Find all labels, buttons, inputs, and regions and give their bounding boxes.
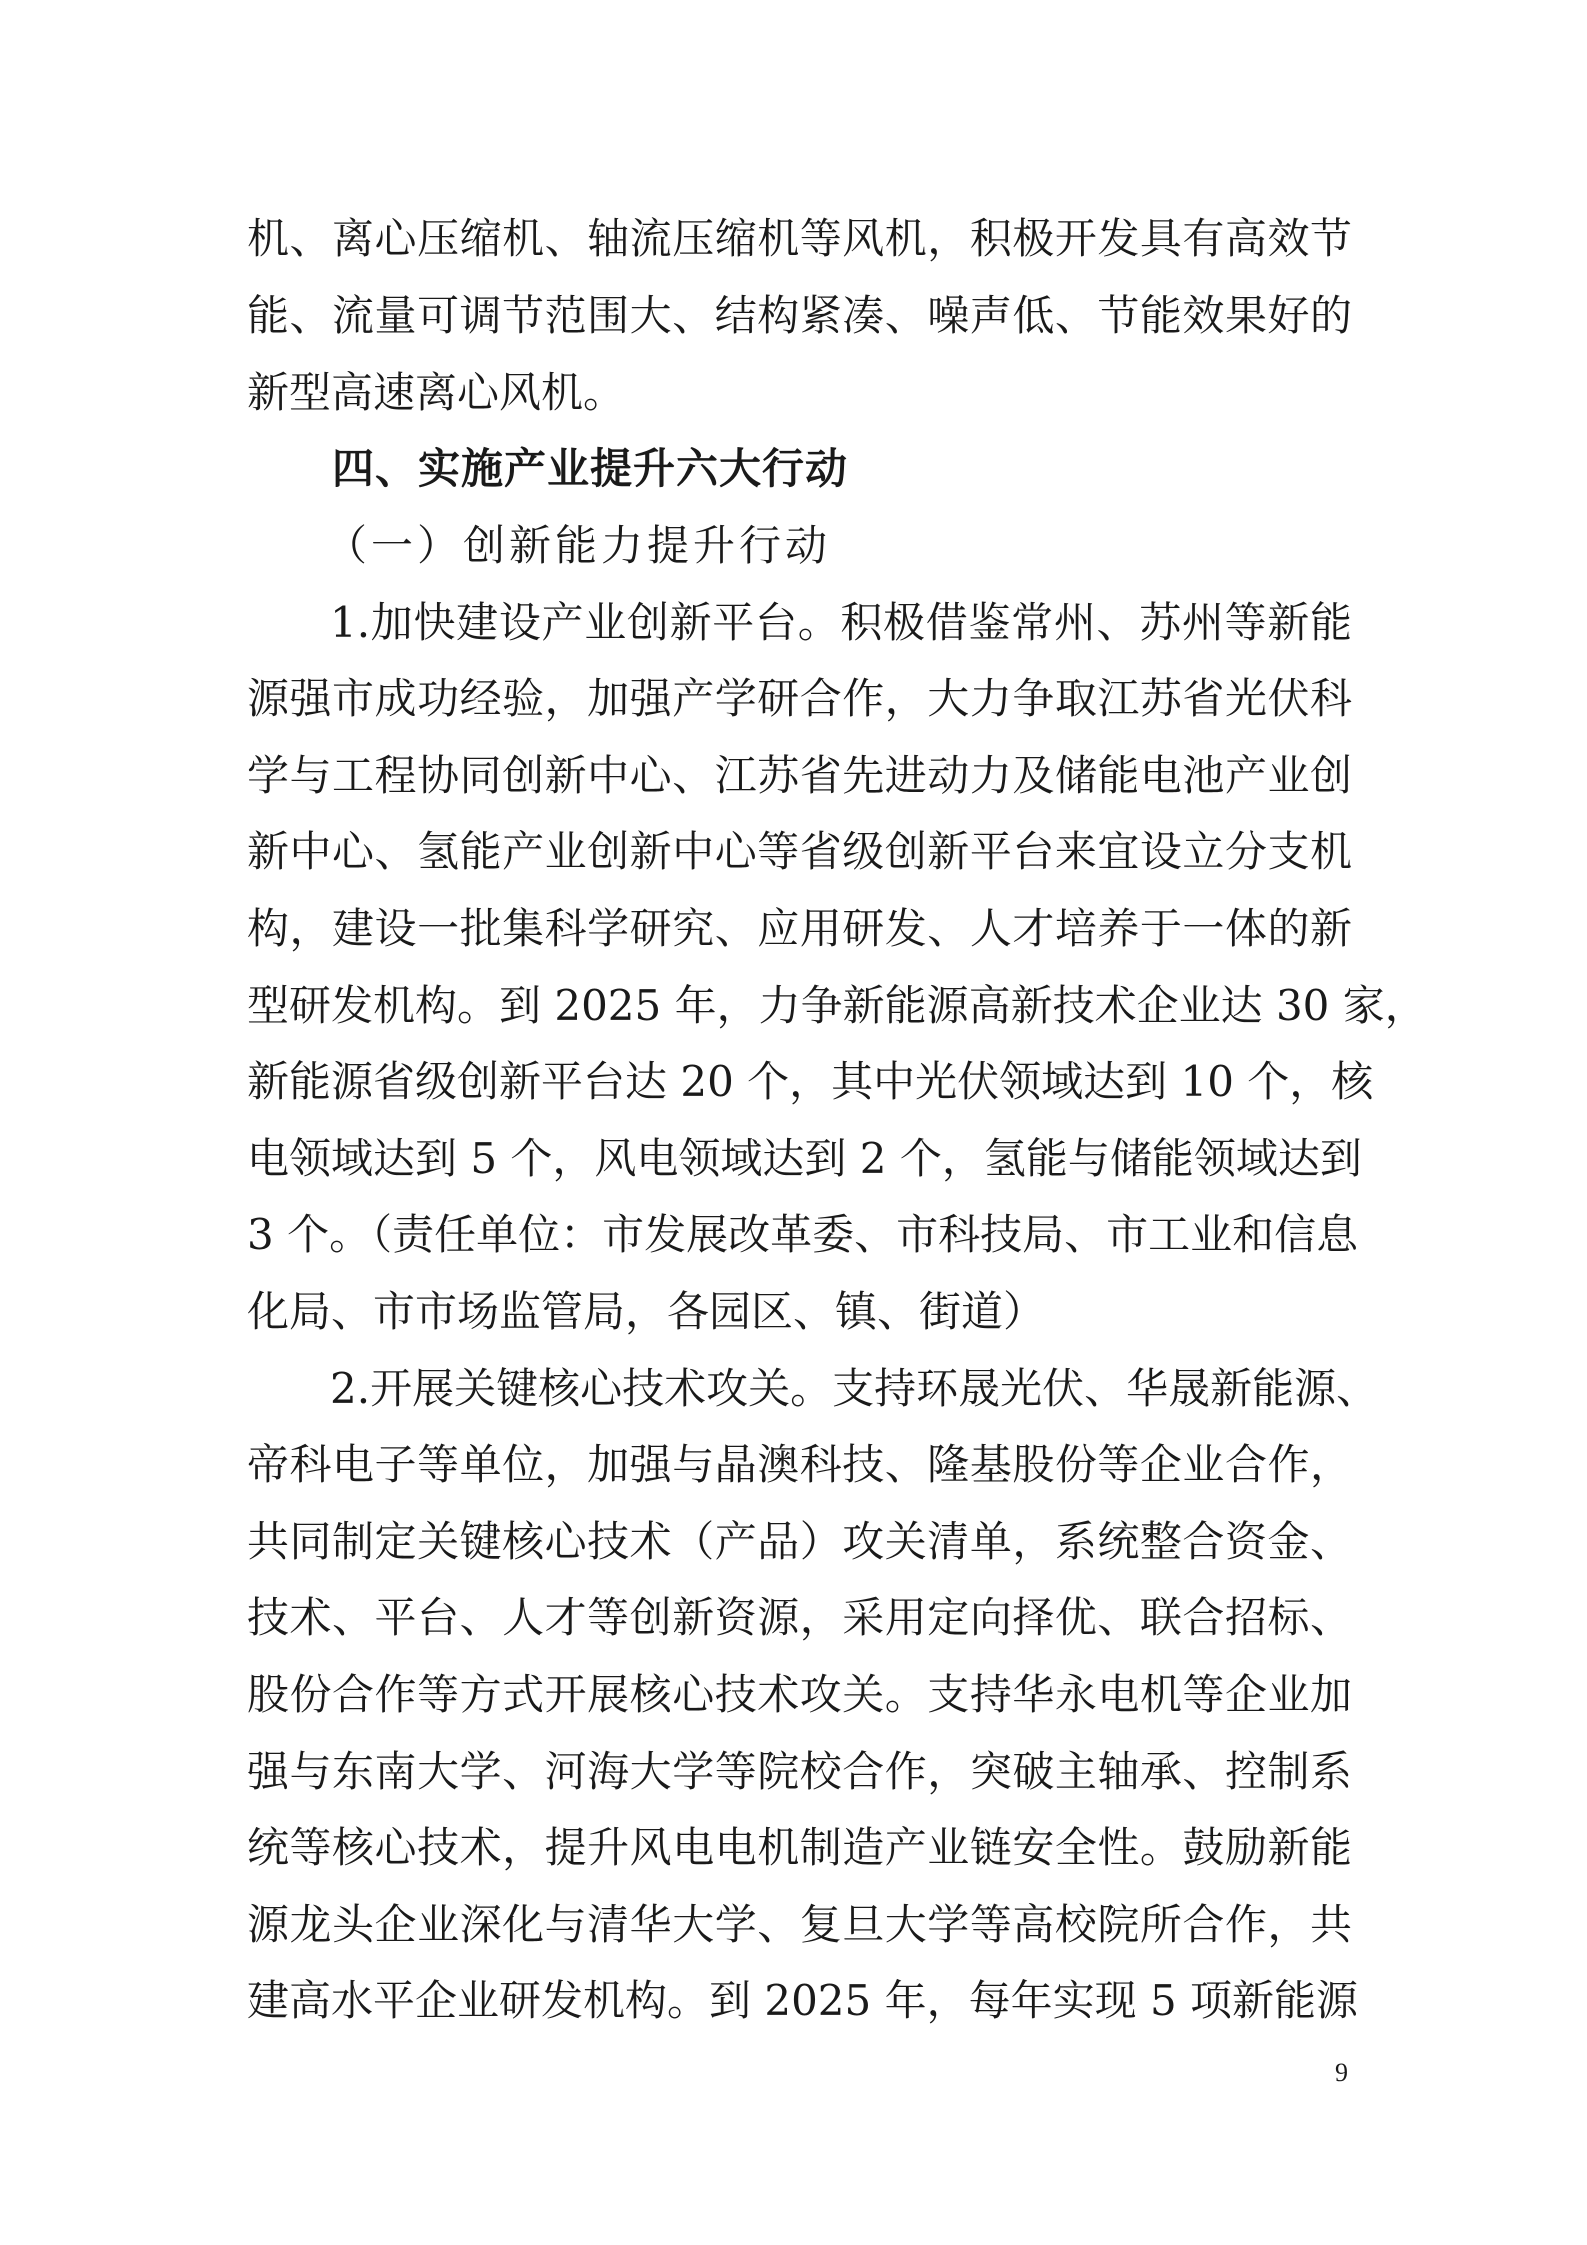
text-line: 共同制定关键核心技术（产品）攻关清单，系统整合资金、 [247, 1517, 1352, 1566]
text-line: 学与工程协同创新中心、江苏省先进动力及储能电池产业创 [247, 751, 1352, 800]
text-line: 能、流量可调节范围大、结构紧凑、噪声低、节能效果好的 [247, 291, 1352, 340]
text-line: 构，建设一批集科学研究、应用研发、人才培养于一体的新 [247, 904, 1352, 953]
text-line: 2.开展关键核心技术攻关。支持环晟光伏、华晟新能源、 [330, 1364, 1379, 1413]
text-line: 型研发机构。到 2025 年，力争新能源高新技术企业达 30 家， [247, 981, 1427, 1030]
text-line: 3 个。（责任单位：市发展改革委、市科技局、市工业和信息 [247, 1210, 1359, 1259]
text-line: 新能源省级创新平台达 20 个，其中光伏领域达到 10 个，核 [247, 1057, 1374, 1106]
text-line: 技术、平台、人才等创新资源，采用定向择优、联合招标、 [247, 1593, 1352, 1642]
text-line: 化局、市市场监管局，各园区、镇、街道） [247, 1287, 1046, 1336]
text-line: 源强市成功经验，加强产学研合作，大力争取江苏省光伏科 [247, 674, 1352, 723]
text-line: 1.加快建设产业创新平台。积极借鉴常州、苏州等新能 [330, 598, 1352, 647]
section-heading: 四、实施产业提升六大行动 [332, 444, 849, 493]
text-line: 新中心、氢能产业创新中心等省级创新平台来宜设立分支机 [247, 827, 1352, 876]
text-line: 帝科电子等单位，加强与晶澳科技、隆基股份等企业合作， [247, 1440, 1352, 1489]
text-line: 统等核心技术，提升风电电机制造产业链安全性。鼓励新能 [247, 1823, 1352, 1872]
text-line: 新型高速离心风机。 [247, 368, 626, 417]
text-line: 机、离心压缩机、轴流压缩机等风机，积极开发具有高效节 [247, 214, 1352, 263]
text-line: 建高水平企业研发机构。到 2025 年，每年实现 5 项新能源 [247, 1976, 1359, 2025]
page-number: 9 [1335, 2058, 1348, 2087]
subsection-heading: （一）创新能力提升行动 [325, 521, 832, 570]
text-line: 电领域达到 5 个，风电领域达到 2 个，氢能与储能领域达到 [247, 1134, 1362, 1183]
text-line: 强与东南大学、河海大学等院校合作，突破主轴承、控制系 [247, 1747, 1352, 1796]
text-line: 源龙头企业深化与清华大学、复旦大学等高校院所合作，共 [247, 1900, 1352, 1949]
text-line: 股份合作等方式开展核心技术攻关。支持华永电机等企业加 [247, 1670, 1352, 1719]
